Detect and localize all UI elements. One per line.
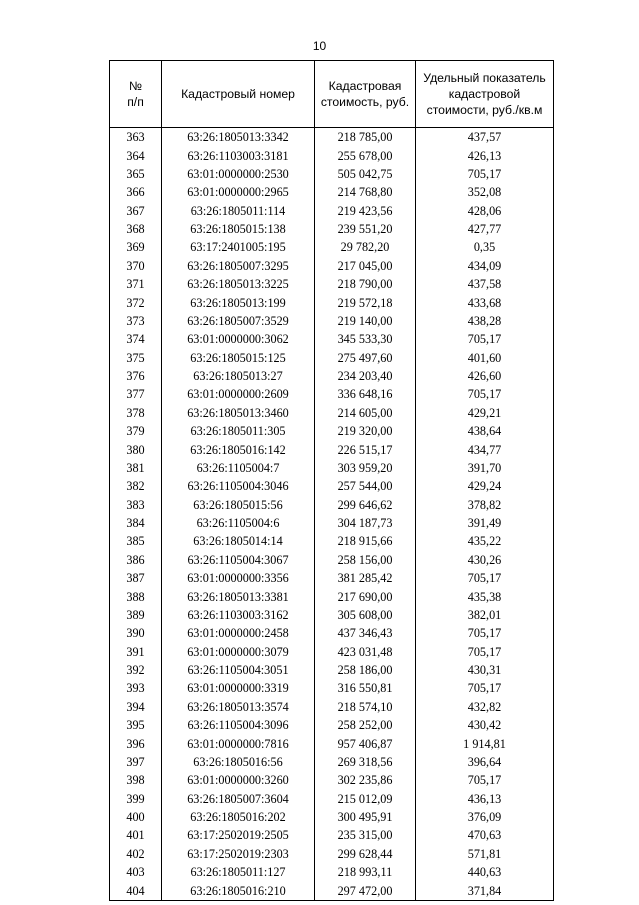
cell-cadastral-value: 234 203,40 bbox=[315, 367, 416, 385]
table-row bbox=[110, 496, 554, 514]
cell-row-number: 377 bbox=[110, 385, 162, 403]
cell-cadastral-value: 215 012,09 bbox=[315, 790, 416, 808]
cell-cadastral-value: 303 959,20 bbox=[315, 459, 416, 477]
cell-row-number: 403 bbox=[110, 863, 162, 881]
cell-cadastral-number: 63:01:0000000:2530 bbox=[162, 165, 315, 183]
cell-specific-value: 401,60 bbox=[416, 349, 554, 367]
cell-cadastral-value: 29 782,20 bbox=[315, 238, 416, 256]
table-row bbox=[110, 808, 554, 826]
cell-specific-value: 1 914,81 bbox=[416, 734, 554, 752]
table-row bbox=[110, 606, 554, 624]
table-row bbox=[110, 202, 554, 220]
cell-cadastral-number: 63:26:1105004:3051 bbox=[162, 661, 315, 679]
cell-row-number: 371 bbox=[110, 275, 162, 293]
cell-cadastral-number: 63:01:0000000:3356 bbox=[162, 569, 315, 587]
cell-cadastral-value: 305 608,00 bbox=[315, 606, 416, 624]
table-row bbox=[110, 753, 554, 771]
header-row-number: № п/п bbox=[110, 61, 162, 128]
cell-specific-value: 376,09 bbox=[416, 808, 554, 826]
cell-cadastral-number: 63:26:1105004:3067 bbox=[162, 551, 315, 569]
cell-specific-value: 427,77 bbox=[416, 220, 554, 238]
cell-row-number: 374 bbox=[110, 330, 162, 348]
cell-specific-value: 432,82 bbox=[416, 698, 554, 716]
cell-cadastral-number: 63:17:2502019:2505 bbox=[162, 826, 315, 844]
table-row bbox=[110, 330, 554, 348]
cell-row-number: 390 bbox=[110, 624, 162, 642]
cell-cadastral-number: 63:26:1105004:3046 bbox=[162, 477, 315, 495]
cell-cadastral-number: 63:01:0000000:2609 bbox=[162, 385, 315, 403]
cell-row-number: 389 bbox=[110, 606, 162, 624]
cell-row-number: 393 bbox=[110, 679, 162, 697]
table-row bbox=[110, 643, 554, 661]
cell-cadastral-value: 258 156,00 bbox=[315, 551, 416, 569]
cell-cadastral-number: 63:01:0000000:3260 bbox=[162, 771, 315, 789]
cell-cadastral-value: 219 140,00 bbox=[315, 312, 416, 330]
cell-specific-value: 429,21 bbox=[416, 404, 554, 422]
cell-specific-value: 705,17 bbox=[416, 330, 554, 348]
cell-cadastral-number: 63:26:1805013:3460 bbox=[162, 404, 315, 422]
table-row bbox=[110, 422, 554, 440]
cadastral-value-table bbox=[109, 60, 554, 901]
cell-cadastral-number: 63:26:1805011:127 bbox=[162, 863, 315, 881]
cell-cadastral-number: 63:26:1805007:3529 bbox=[162, 312, 315, 330]
cell-row-number: 401 bbox=[110, 826, 162, 844]
table-row bbox=[110, 165, 554, 183]
cell-cadastral-number: 63:01:0000000:2965 bbox=[162, 183, 315, 201]
cell-row-number: 402 bbox=[110, 845, 162, 863]
cell-row-number: 384 bbox=[110, 514, 162, 532]
table-row bbox=[110, 661, 554, 679]
cell-row-number: 379 bbox=[110, 422, 162, 440]
cell-cadastral-number: 63:26:1805011:305 bbox=[162, 422, 315, 440]
cell-row-number: 383 bbox=[110, 496, 162, 514]
table-row bbox=[110, 881, 554, 900]
cell-specific-value: 430,42 bbox=[416, 716, 554, 734]
cell-row-number: 372 bbox=[110, 293, 162, 311]
table-row bbox=[110, 790, 554, 808]
cell-specific-value: 705,17 bbox=[416, 385, 554, 403]
cell-cadastral-number: 63:26:1103003:3162 bbox=[162, 606, 315, 624]
cell-row-number: 387 bbox=[110, 569, 162, 587]
cell-row-number: 365 bbox=[110, 165, 162, 183]
cell-cadastral-value: 239 551,20 bbox=[315, 220, 416, 238]
cell-row-number: 380 bbox=[110, 440, 162, 458]
cell-row-number: 397 bbox=[110, 753, 162, 771]
cell-row-number: 381 bbox=[110, 459, 162, 477]
cell-specific-value: 428,06 bbox=[416, 202, 554, 220]
table-row bbox=[110, 275, 554, 293]
cell-cadastral-value: 269 318,56 bbox=[315, 753, 416, 771]
table-row bbox=[110, 128, 554, 147]
cell-row-number: 382 bbox=[110, 477, 162, 495]
cell-cadastral-number: 63:26:1805016:202 bbox=[162, 808, 315, 826]
page-number: 10 bbox=[312, 39, 327, 53]
table-row bbox=[110, 845, 554, 863]
table-row bbox=[110, 146, 554, 164]
cell-cadastral-value: 214 605,00 bbox=[315, 404, 416, 422]
cell-row-number: 395 bbox=[110, 716, 162, 734]
cell-cadastral-value: 217 045,00 bbox=[315, 257, 416, 275]
table-row bbox=[110, 551, 554, 569]
cell-cadastral-value: 219 572,18 bbox=[315, 293, 416, 311]
cell-cadastral-number: 63:01:0000000:3319 bbox=[162, 679, 315, 697]
cell-cadastral-value: 275 497,60 bbox=[315, 349, 416, 367]
cell-specific-value: 705,17 bbox=[416, 165, 554, 183]
cell-cadastral-number: 63:26:1805013:3225 bbox=[162, 275, 315, 293]
cell-cadastral-number: 63:26:1805013:3381 bbox=[162, 587, 315, 605]
cell-specific-value: 438,64 bbox=[416, 422, 554, 440]
cell-row-number: 369 bbox=[110, 238, 162, 256]
cell-cadastral-value: 505 042,75 bbox=[315, 165, 416, 183]
cell-cadastral-value: 219 320,00 bbox=[315, 422, 416, 440]
table-row bbox=[110, 385, 554, 403]
cell-specific-value: 435,22 bbox=[416, 532, 554, 550]
cell-cadastral-value: 218 574,10 bbox=[315, 698, 416, 716]
cell-row-number: 375 bbox=[110, 349, 162, 367]
table-row bbox=[110, 404, 554, 422]
cell-cadastral-number: 63:26:1805011:114 bbox=[162, 202, 315, 220]
cell-cadastral-value: 437 346,43 bbox=[315, 624, 416, 642]
cell-specific-value: 433,68 bbox=[416, 293, 554, 311]
cell-cadastral-number: 63:01:0000000:3062 bbox=[162, 330, 315, 348]
cell-specific-value: 371,84 bbox=[416, 881, 554, 900]
cell-cadastral-number: 63:17:2502019:2303 bbox=[162, 845, 315, 863]
cell-cadastral-value: 218 993,11 bbox=[315, 863, 416, 881]
cell-cadastral-value: 255 678,00 bbox=[315, 146, 416, 164]
cell-row-number: 396 bbox=[110, 734, 162, 752]
table-row bbox=[110, 440, 554, 458]
cell-cadastral-number: 63:26:1805013:27 bbox=[162, 367, 315, 385]
cell-row-number: 368 bbox=[110, 220, 162, 238]
table-row bbox=[110, 569, 554, 587]
cell-specific-value: 437,57 bbox=[416, 128, 554, 147]
cell-cadastral-value: 423 031,48 bbox=[315, 643, 416, 661]
cell-cadastral-number: 63:26:1805013:3574 bbox=[162, 698, 315, 716]
header-cadastral-number: Кадастровый номер bbox=[162, 61, 315, 128]
cell-cadastral-value: 214 768,80 bbox=[315, 183, 416, 201]
cell-specific-value: 440,63 bbox=[416, 863, 554, 881]
cell-row-number: 376 bbox=[110, 367, 162, 385]
cell-cadastral-value: 218 915,66 bbox=[315, 532, 416, 550]
cell-specific-value: 438,28 bbox=[416, 312, 554, 330]
cell-specific-value: 352,08 bbox=[416, 183, 554, 201]
cell-cadastral-number: 63:01:0000000:7816 bbox=[162, 734, 315, 752]
cell-specific-value: 434,77 bbox=[416, 440, 554, 458]
table-row bbox=[110, 349, 554, 367]
cell-cadastral-number: 63:26:1805013:199 bbox=[162, 293, 315, 311]
cell-cadastral-value: 957 406,87 bbox=[315, 734, 416, 752]
cell-row-number: 385 bbox=[110, 532, 162, 550]
cell-cadastral-value: 258 252,00 bbox=[315, 716, 416, 734]
cell-cadastral-value: 381 285,42 bbox=[315, 569, 416, 587]
table-row bbox=[110, 624, 554, 642]
table-row bbox=[110, 863, 554, 881]
table-row bbox=[110, 771, 554, 789]
table-header bbox=[110, 61, 554, 128]
cell-specific-value: 705,17 bbox=[416, 569, 554, 587]
cell-specific-value: 430,31 bbox=[416, 661, 554, 679]
cell-cadastral-number: 63:26:1805015:138 bbox=[162, 220, 315, 238]
header-row bbox=[110, 61, 554, 128]
table-row bbox=[110, 220, 554, 238]
cell-cadastral-number: 63:26:1805014:14 bbox=[162, 532, 315, 550]
header-specific-value: Удельный показатель кадастровой стоимости, руб./кв.м bbox=[416, 61, 554, 128]
cell-cadastral-value: 299 628,44 bbox=[315, 845, 416, 863]
cell-cadastral-number: 63:01:0000000:2458 bbox=[162, 624, 315, 642]
cell-cadastral-number: 63:26:1103003:3181 bbox=[162, 146, 315, 164]
cell-cadastral-number: 63:26:1805016:210 bbox=[162, 881, 315, 900]
cell-row-number: 373 bbox=[110, 312, 162, 330]
cell-specific-value: 705,17 bbox=[416, 624, 554, 642]
cell-cadastral-number: 63:26:1105004:7 bbox=[162, 459, 315, 477]
cell-cadastral-value: 218 785,00 bbox=[315, 128, 416, 147]
cell-cadastral-value: 218 790,00 bbox=[315, 275, 416, 293]
table-row bbox=[110, 532, 554, 550]
cell-row-number: 386 bbox=[110, 551, 162, 569]
cell-specific-value: 426,60 bbox=[416, 367, 554, 385]
cell-cadastral-number: 63:26:1805007:3604 bbox=[162, 790, 315, 808]
cell-cadastral-number: 63:26:1105004:3096 bbox=[162, 716, 315, 734]
cell-cadastral-value: 217 690,00 bbox=[315, 587, 416, 605]
cell-specific-value: 430,26 bbox=[416, 551, 554, 569]
cell-specific-value: 705,17 bbox=[416, 771, 554, 789]
cell-row-number: 378 bbox=[110, 404, 162, 422]
cell-row-number: 392 bbox=[110, 661, 162, 679]
cell-cadastral-number: 63:26:1805016:56 bbox=[162, 753, 315, 771]
table-row bbox=[110, 183, 554, 201]
cell-cadastral-value: 345 533,30 bbox=[315, 330, 416, 348]
table-row bbox=[110, 293, 554, 311]
cell-cadastral-value: 226 515,17 bbox=[315, 440, 416, 458]
cell-row-number: 404 bbox=[110, 881, 162, 900]
cell-row-number: 391 bbox=[110, 643, 162, 661]
cell-row-number: 366 bbox=[110, 183, 162, 201]
cell-row-number: 364 bbox=[110, 146, 162, 164]
cell-cadastral-value: 235 315,00 bbox=[315, 826, 416, 844]
cell-cadastral-value: 257 544,00 bbox=[315, 477, 416, 495]
cell-cadastral-value: 336 648,16 bbox=[315, 385, 416, 403]
table-row bbox=[110, 679, 554, 697]
cell-row-number: 398 bbox=[110, 771, 162, 789]
table-body bbox=[110, 128, 554, 901]
cell-cadastral-number: 63:17:2401005:195 bbox=[162, 238, 315, 256]
cell-specific-value: 396,64 bbox=[416, 753, 554, 771]
table-row bbox=[110, 477, 554, 495]
cell-specific-value: 705,17 bbox=[416, 679, 554, 697]
cell-row-number: 388 bbox=[110, 587, 162, 605]
cell-specific-value: 378,82 bbox=[416, 496, 554, 514]
table-row bbox=[110, 734, 554, 752]
cell-cadastral-value: 302 235,86 bbox=[315, 771, 416, 789]
cell-row-number: 363 bbox=[110, 128, 162, 147]
cell-cadastral-number: 63:26:1805016:142 bbox=[162, 440, 315, 458]
cell-specific-value: 571,81 bbox=[416, 845, 554, 863]
table-row bbox=[110, 367, 554, 385]
table-row bbox=[110, 826, 554, 844]
cell-cadastral-number: 63:26:1805015:125 bbox=[162, 349, 315, 367]
cell-cadastral-value: 299 646,62 bbox=[315, 496, 416, 514]
cell-row-number: 399 bbox=[110, 790, 162, 808]
cell-specific-value: 382,01 bbox=[416, 606, 554, 624]
table-row bbox=[110, 698, 554, 716]
cell-row-number: 394 bbox=[110, 698, 162, 716]
cell-cadastral-number: 63:01:0000000:3079 bbox=[162, 643, 315, 661]
cell-cadastral-number: 63:26:1805007:3295 bbox=[162, 257, 315, 275]
cell-specific-value: 0,35 bbox=[416, 238, 554, 256]
table-row bbox=[110, 587, 554, 605]
cell-row-number: 370 bbox=[110, 257, 162, 275]
table-row bbox=[110, 459, 554, 477]
cell-row-number: 367 bbox=[110, 202, 162, 220]
header-cadastral-value: Кадастровая стоимость, руб. bbox=[315, 61, 416, 128]
cell-specific-value: 437,58 bbox=[416, 275, 554, 293]
cell-specific-value: 429,24 bbox=[416, 477, 554, 495]
cell-cadastral-value: 258 186,00 bbox=[315, 661, 416, 679]
cell-cadastral-number: 63:26:1105004:6 bbox=[162, 514, 315, 532]
cell-specific-value: 391,70 bbox=[416, 459, 554, 477]
cell-cadastral-value: 297 472,00 bbox=[315, 881, 416, 900]
cell-cadastral-value: 300 495,91 bbox=[315, 808, 416, 826]
cell-cadastral-value: 219 423,56 bbox=[315, 202, 416, 220]
cell-row-number: 400 bbox=[110, 808, 162, 826]
table-row bbox=[110, 238, 554, 256]
table-row bbox=[110, 716, 554, 734]
cell-specific-value: 426,13 bbox=[416, 146, 554, 164]
cell-specific-value: 435,38 bbox=[416, 587, 554, 605]
cell-cadastral-value: 304 187,73 bbox=[315, 514, 416, 532]
cell-specific-value: 705,17 bbox=[416, 643, 554, 661]
table-row bbox=[110, 257, 554, 275]
table-row bbox=[110, 514, 554, 532]
cell-specific-value: 434,09 bbox=[416, 257, 554, 275]
cell-specific-value: 391,49 bbox=[416, 514, 554, 532]
cell-cadastral-number: 63:26:1805013:3342 bbox=[162, 128, 315, 147]
cell-cadastral-number: 63:26:1805015:56 bbox=[162, 496, 315, 514]
cell-cadastral-value: 316 550,81 bbox=[315, 679, 416, 697]
cell-specific-value: 436,13 bbox=[416, 790, 554, 808]
cell-specific-value: 470,63 bbox=[416, 826, 554, 844]
table-row bbox=[110, 312, 554, 330]
